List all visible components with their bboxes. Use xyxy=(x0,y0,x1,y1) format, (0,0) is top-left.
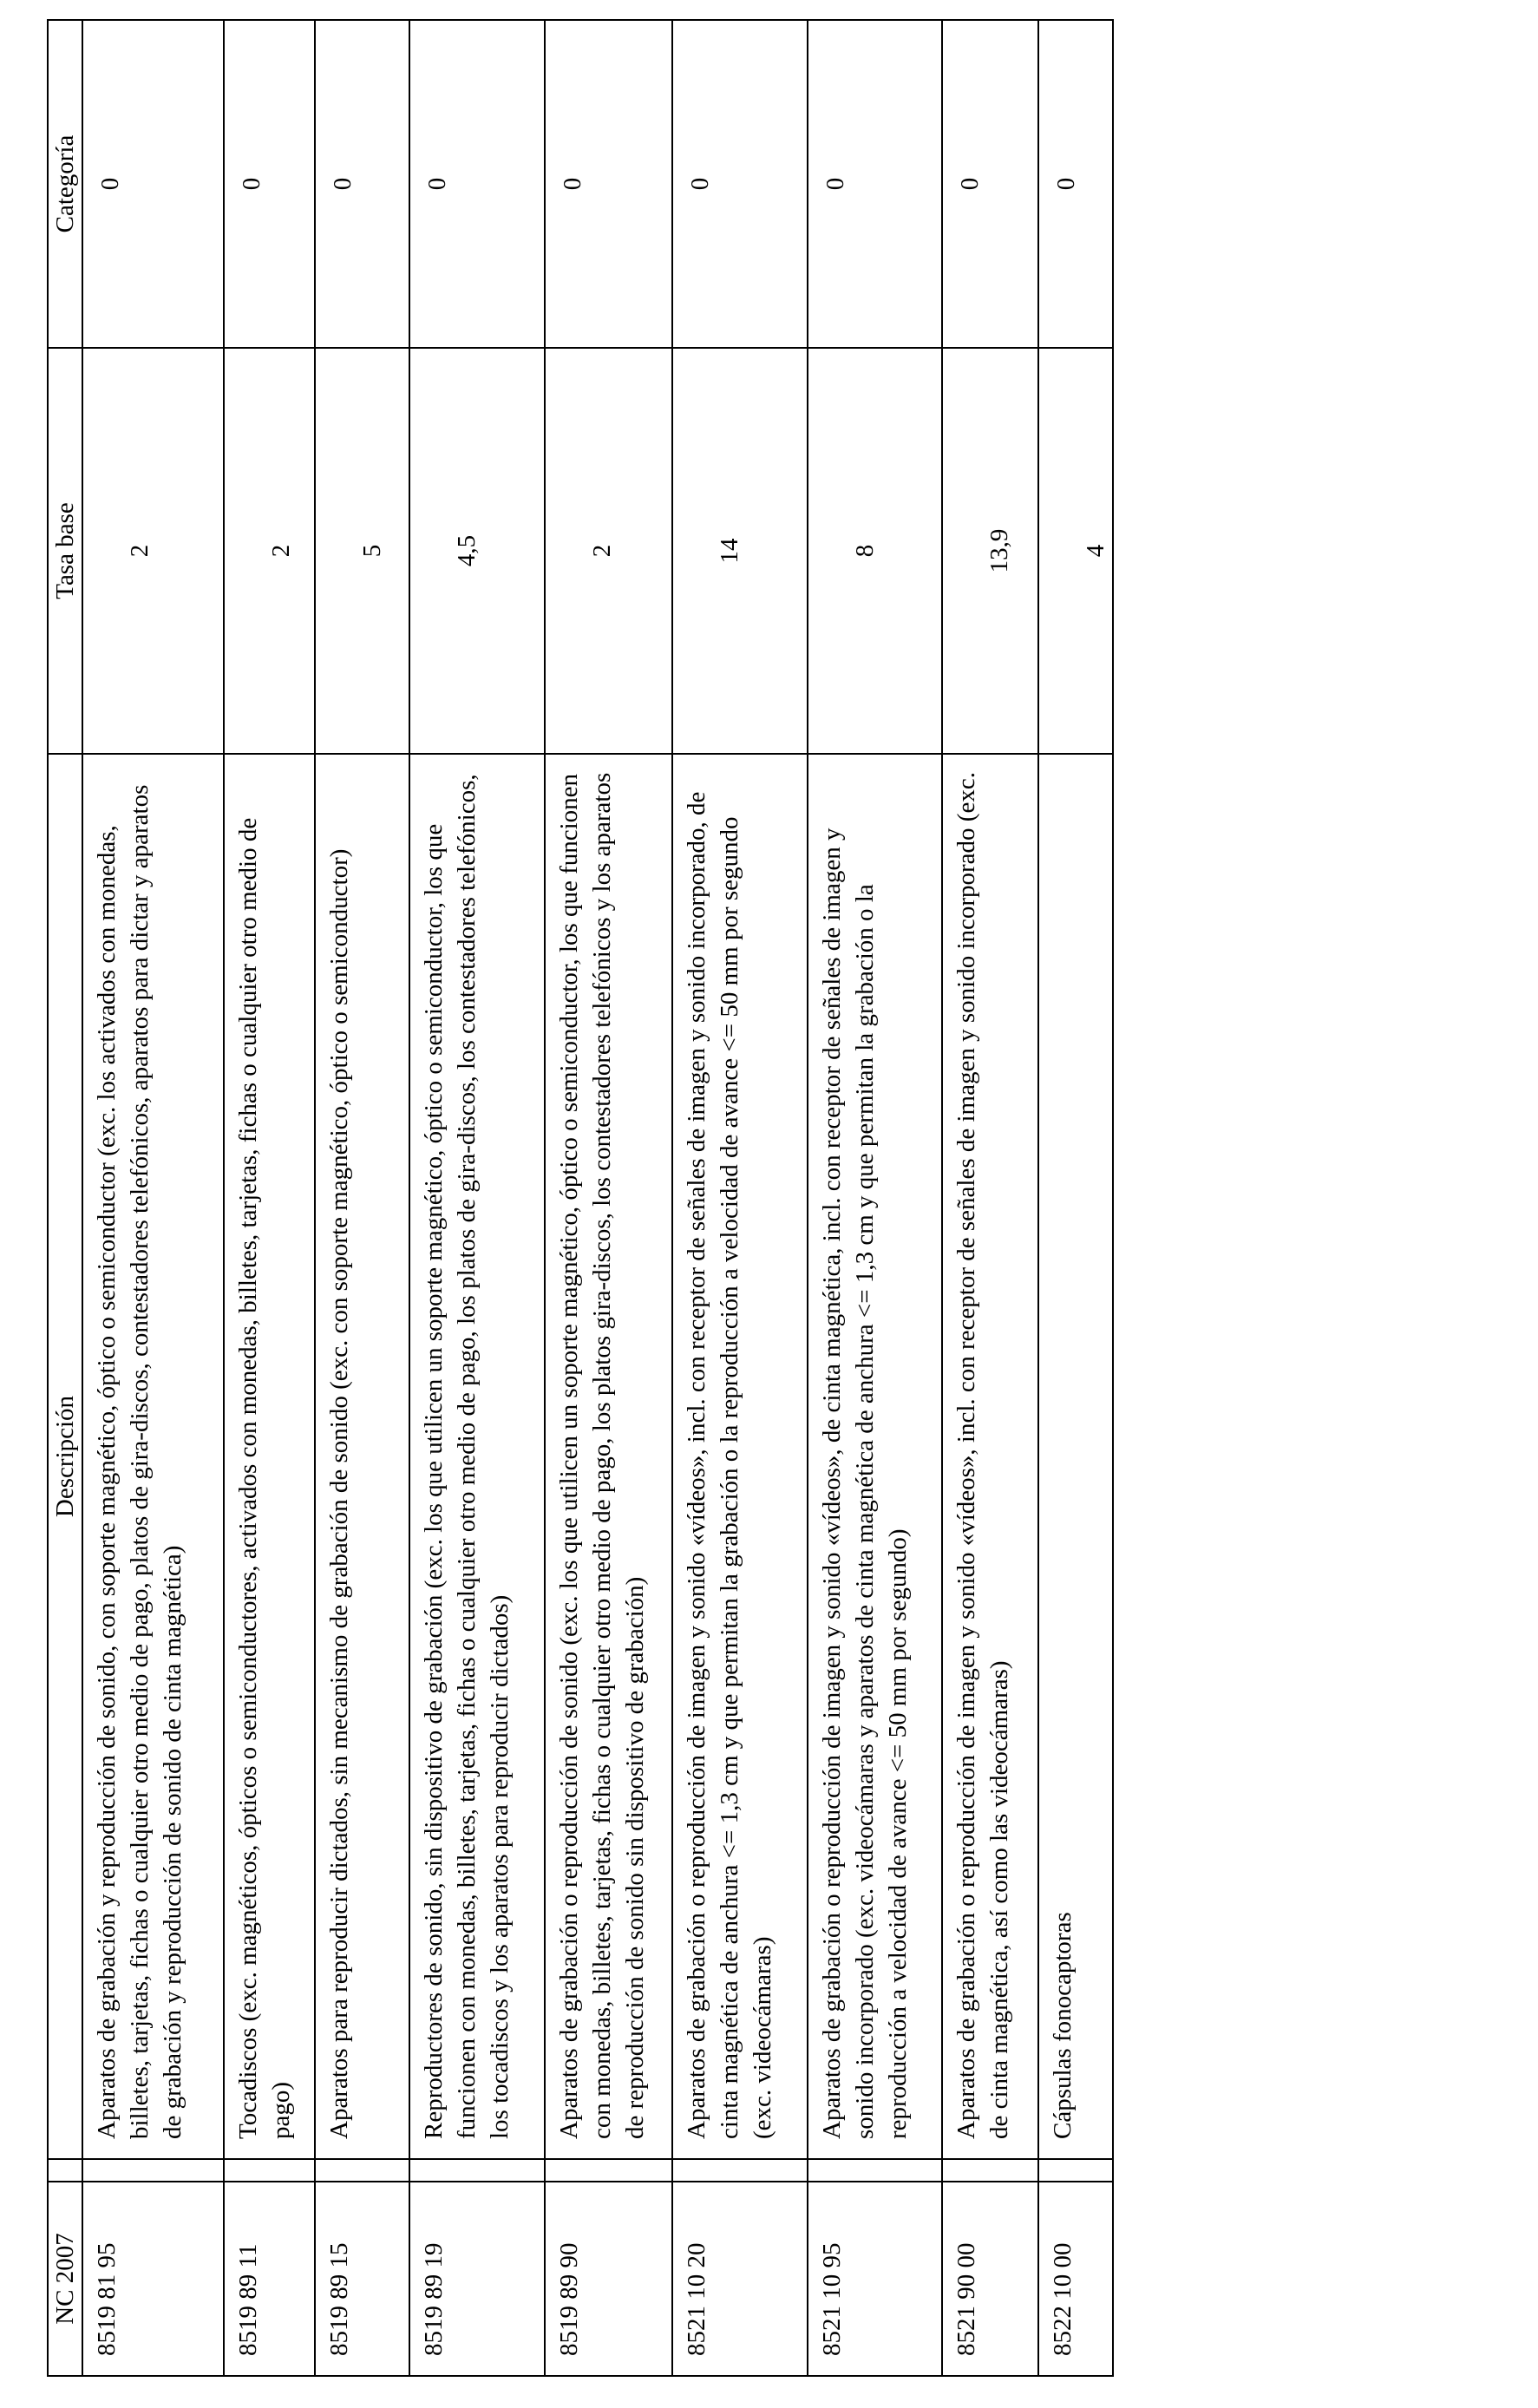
table-row xyxy=(1038,20,1113,2376)
row-rate: 4,5 xyxy=(409,348,545,754)
row-rate: 2 xyxy=(82,348,224,754)
row-gap xyxy=(315,2159,409,2182)
row-gap xyxy=(672,2159,808,2182)
row-code: 8519 89 19 xyxy=(409,2182,545,2376)
table-header-row xyxy=(48,20,82,2376)
row-code: 8519 89 90 xyxy=(545,2182,672,2376)
row-category: 0 xyxy=(942,20,1037,348)
table-row xyxy=(545,20,672,2376)
row-gap xyxy=(545,2159,672,2182)
row-rate: 2 xyxy=(224,348,315,754)
row-category: 0 xyxy=(315,20,409,348)
header-gap xyxy=(48,2159,82,2182)
row-code: 8521 10 20 xyxy=(672,2182,808,2376)
header-category: Categoría xyxy=(48,20,82,348)
row-description: Aparatos de grabación o reproducción de imagen y sonido «vídeos», incl. con receptor de señales de imagen y sonido incorporado, de cinta magnética de anchura <= 1,3 cm y que permitan la grabación o la reproducción a velocidad de avance <= 50 mm por segundo (exc. videocámaras) xyxy=(672,754,808,2159)
table-row xyxy=(942,20,1037,2376)
row-code: 8519 89 15 xyxy=(315,2182,409,2376)
row-category: 0 xyxy=(82,20,224,348)
row-category: 0 xyxy=(808,20,943,348)
row-rate: 2 xyxy=(545,348,672,754)
table-row xyxy=(672,20,808,2376)
row-category: 0 xyxy=(224,20,315,348)
row-rate: 4 xyxy=(1038,348,1113,754)
row-code: 8521 90 00 xyxy=(942,2182,1037,2376)
row-code: 8519 81 95 xyxy=(82,2182,224,2376)
rotated-page xyxy=(47,21,1114,2377)
row-description: Tocadiscos (exc. magnéticos, ópticos o semiconductores, activados con monedas, billetes, tarjetas, fichas o cualquier otro medio de pago) xyxy=(224,754,315,2159)
row-description: Aparatos de grabación o reproducción de imagen y sonido «vídeos», incl. con receptor de señales de imagen y sonido incorporado (exc. de cinta magnética, así como las videocámaras) xyxy=(942,754,1037,2159)
row-gap xyxy=(409,2159,545,2182)
row-description: Aparatos de grabación o reproducción de imagen y sonido «vídeos», de cinta magnética, incl. con receptor de señales de imagen y sonido incorporado (exc. videocámaras y aparatos de cinta magnética de anchura <= 1,3 cm y que permitan la grabación o la reproducción a velocidad de avance <= 50 mm por segundo) xyxy=(808,754,943,2159)
table-row xyxy=(808,20,943,2376)
table-row xyxy=(409,20,545,2376)
row-description: Cápsulas fonocaptoras xyxy=(1038,754,1113,2159)
row-category: 0 xyxy=(409,20,545,348)
header-description: Descripción xyxy=(48,754,82,2159)
row-code: 8519 89 11 xyxy=(224,2182,315,2376)
table-row xyxy=(315,20,409,2376)
row-description: Aparatos de grabación o reproducción de sonido (exc. los que utilicen un soporte magnético, óptico o semiconductor, los que funcionen con monedas, billetes, tarjetas, fichas o cualquier otro medio de pago, los platos gira-discos, los contestadores telefónicos y los aparatos de reproducción de sonido sin dispositivo de grabación) xyxy=(545,754,672,2159)
row-category: 0 xyxy=(1038,20,1113,348)
tariff-table xyxy=(47,19,1114,2377)
row-code: 8522 10 00 xyxy=(1038,2182,1113,2376)
row-gap xyxy=(82,2159,224,2182)
row-rate: 14 xyxy=(672,348,808,754)
row-gap xyxy=(942,2159,1037,2182)
row-description: Aparatos de grabación y reproducción de sonido, con soporte magnético, óptico o semiconductor (exc. los activados con monedas, billetes, tarjetas, fichas o cualquier otro medio de pago, platos de gira-discos, contestadores telefónicos, aparatos para dictar y aparatos de grabación y reproducción de sonido de cinta magnética) xyxy=(82,754,224,2159)
row-code: 8521 10 95 xyxy=(808,2182,943,2376)
header-rate: Tasa base xyxy=(48,348,82,754)
header-code: NC 2007 xyxy=(48,2182,82,2376)
row-description: Reproductores de sonido, sin dispositivo de grabación (exc. los que utilicen un soporte magnético, óptico o semiconductor, los que funcionen con monedas, billetes, tarjetas, fichas o cualquier otro medio de pago, los platos de gira-discos, los contestadores telefónicos, los tocadiscos y los aparatos para reproducir dictados) xyxy=(409,754,545,2159)
table-row xyxy=(224,20,315,2376)
row-rate: 8 xyxy=(808,348,943,754)
row-gap xyxy=(1038,2159,1113,2182)
row-category: 0 xyxy=(672,20,808,348)
table-row xyxy=(82,20,224,2376)
row-category: 0 xyxy=(545,20,672,348)
row-gap xyxy=(224,2159,315,2182)
row-rate: 13,9 xyxy=(942,348,1037,754)
row-description: Aparatos para reproducir dictados, sin mecanismo de grabación de sonido (exc. con soporte magnético, óptico o semiconductor) xyxy=(315,754,409,2159)
row-rate: 5 xyxy=(315,348,409,754)
row-gap xyxy=(808,2159,943,2182)
